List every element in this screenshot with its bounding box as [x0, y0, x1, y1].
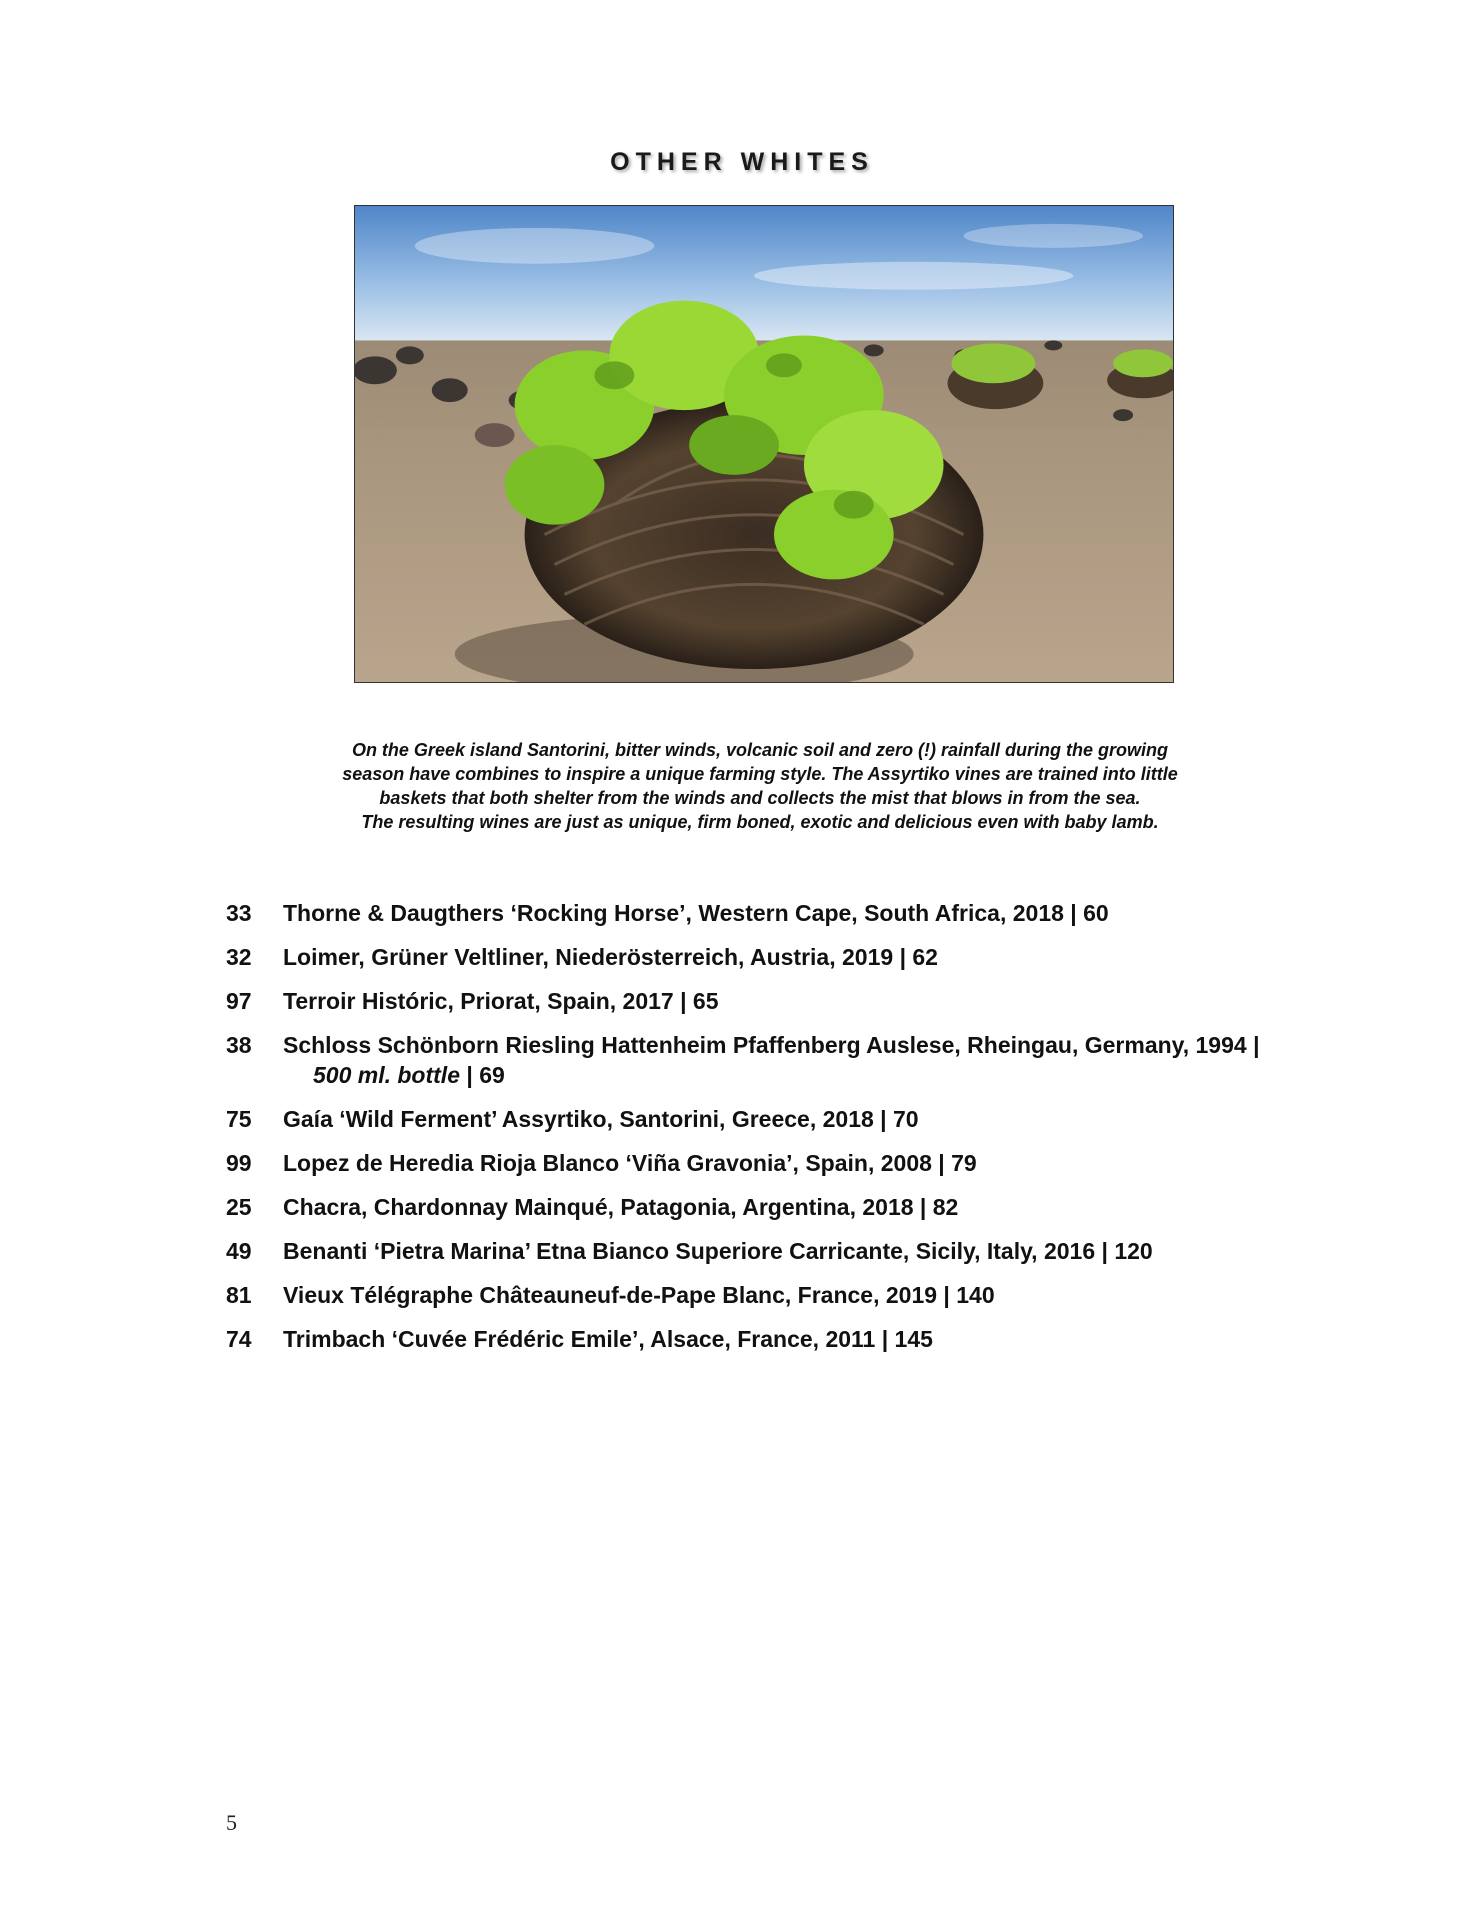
page-title: OTHER WHITES	[610, 148, 874, 176]
wine-item	[226, 1104, 1276, 1134]
wine-item	[226, 942, 1276, 972]
bin-number: 33	[226, 900, 252, 926]
wine-item	[226, 1324, 1276, 1354]
bin-number: 32	[226, 944, 252, 970]
wine-size-note	[283, 1060, 1276, 1090]
wine-item	[226, 1280, 1276, 1310]
bottle-size: 500 ml. bottle	[313, 1062, 460, 1088]
wine-description: Chacra, Chardonnay Mainqué, Patagonia, Argentina, 2018 | 82	[283, 1194, 959, 1220]
wine-item	[226, 1148, 1276, 1178]
vineyard-photo	[354, 205, 1174, 683]
wine-description: Terroir Históric, Priorat, Spain, 2017 | 65	[283, 988, 719, 1014]
caption-line: On the Greek island Santorini, bitter winds, volcanic soil and zero (!) rainfall during the growing	[351, 740, 1169, 760]
bin-number: 38	[226, 1032, 252, 1058]
wine-description: Thorne & Daugthers ‘Rocking Horse’, Western Cape, South Africa, 2018 | 60	[283, 900, 1109, 926]
bin-number: 25	[226, 1194, 252, 1220]
caption-line: The resulting wines are just as unique, firm boned, exotic and delicious even with baby lamb.	[361, 812, 1159, 832]
wine-item	[226, 1192, 1276, 1222]
page-number: 5	[226, 1810, 237, 1835]
vineyard-illustration	[355, 206, 1173, 682]
bin-number: 49	[226, 1238, 252, 1264]
bin-number: 81	[226, 1282, 252, 1308]
caption-line: season have combines to inspire a unique farming style. The Assyrtiko vines are trained into little	[342, 764, 1178, 784]
bin-number: 75	[226, 1106, 252, 1132]
wine-description-main: Schloss Schönborn Riesling Hattenheim Pfaffenberg Auslese, Rheingau, Germany, 1994 |	[283, 1032, 1260, 1058]
wine-price: | 69	[459, 1062, 505, 1088]
wine-description: Lopez de Heredia Rioja Blanco ‘Viña Gravonia’, Spain, 2008 | 79	[283, 1150, 977, 1176]
wine-item	[226, 898, 1276, 928]
wine-list	[226, 898, 1276, 1368]
wine-item	[226, 1236, 1276, 1266]
wine-description: Vieux Télégraphe Châteauneuf-de-Pape Blanc, France, 2019 | 140	[283, 1282, 995, 1308]
wine-description: Benanti ‘Pietra Marina’ Etna Bianco Superiore Carricante, Sicily, Italy, 2016 | 120	[283, 1238, 1153, 1264]
wine-description: Gaía ‘Wild Ferment’ Assyrtiko, Santorini, Greece, 2018 | 70	[283, 1106, 919, 1132]
wine-item	[226, 986, 1276, 1016]
bin-number: 74	[226, 1326, 252, 1352]
caption-line: baskets that both shelter from the winds and collects the mist that blows in from the sea.	[379, 788, 1141, 808]
photo-caption	[300, 738, 1220, 834]
wine-description: Loimer, Grüner Veltliner, Niederösterreich, Austria, 2019 | 62	[283, 944, 938, 970]
wine-description: Trimbach ‘Cuvée Frédéric Emile’, Alsace, France, 2011 | 145	[283, 1326, 933, 1352]
bin-number: 99	[226, 1150, 252, 1176]
bin-number: 97	[226, 988, 252, 1014]
wine-description	[283, 1030, 1276, 1090]
wine-item	[226, 1030, 1276, 1090]
